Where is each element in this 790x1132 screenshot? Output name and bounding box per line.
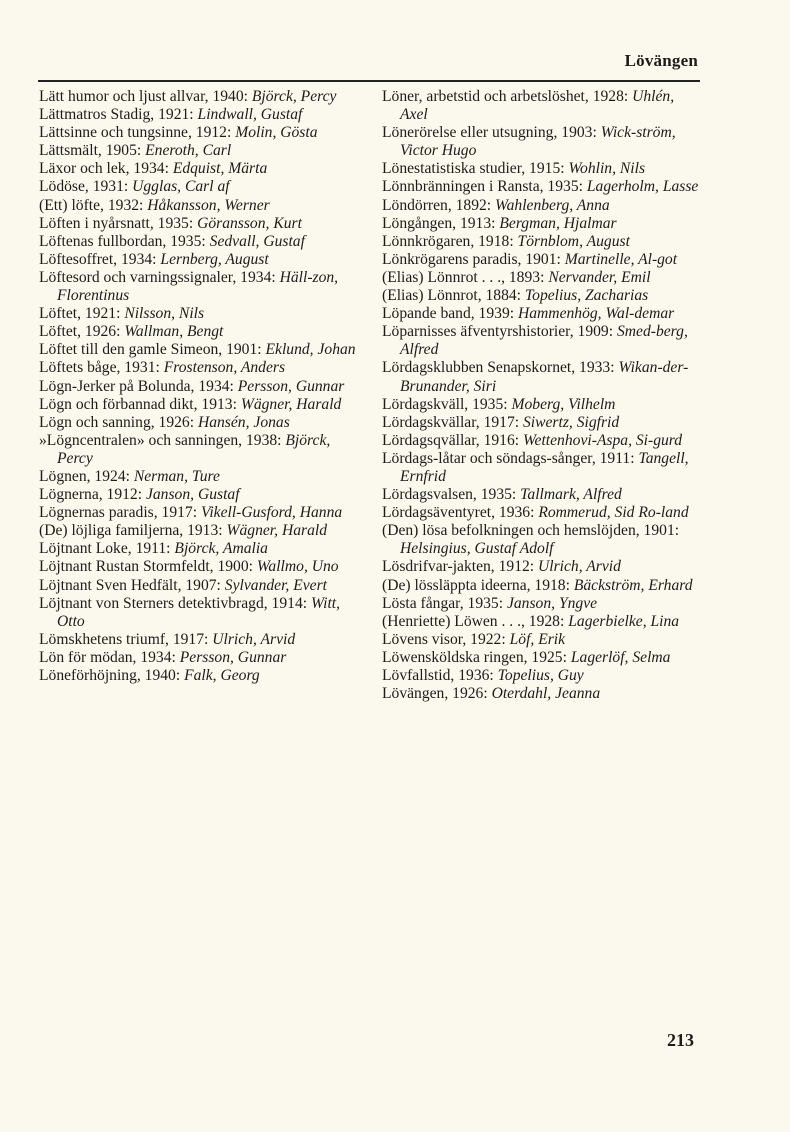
entry-title: Lördagskväll, 1935: (382, 395, 512, 413)
bibliography-entry (382, 667, 700, 685)
bibliography-entry (39, 378, 357, 396)
bibliography-entry (39, 649, 357, 667)
entry-title: Löftet, 1926: (39, 323, 125, 341)
bibliography-entry (39, 160, 357, 178)
entry-author: Eneroth, Carl (145, 142, 232, 160)
bibliography-entry (39, 631, 357, 649)
entry-author: Smed-berg, Alfred (400, 323, 688, 359)
entry-title: Lövfallstid, 1936: (382, 667, 498, 684)
entry-title: Lördagskvällar, 1917: (382, 413, 523, 431)
bibliography-entry (382, 124, 700, 160)
entry-title: Lättsmält, 1905: (39, 142, 146, 160)
bibliography-entry (39, 215, 357, 233)
bibliography-entry (382, 577, 700, 595)
entry-title: Löparnisses äfventyrshistorier, 1909: (382, 323, 617, 341)
bibliography-entry (382, 685, 700, 703)
entry-title: Löneförhöjning, 1940: (39, 667, 185, 684)
bibliography-entry (382, 558, 700, 576)
entry-author: Persson, Gunnar (237, 377, 345, 395)
bibliography-entry (382, 595, 700, 613)
bibliography-entry (39, 468, 357, 486)
entry-title: Löjtnant von Sterners detektivbragd, 1914: (39, 594, 311, 612)
entry-title: Lättsinne och tungsinne, 1912: (39, 124, 236, 142)
entry-author: Eklund, Johan (265, 341, 356, 359)
entry-author: Wikan-der-Brunander, Siri (400, 359, 689, 395)
entry-title: Lördagsqvällar, 1916: (382, 431, 523, 449)
entry-title: Lögn och förbannad dikt, 1913: (39, 395, 241, 413)
entry-author: Witt, Otto (57, 594, 341, 630)
entry-title: (Henriette) Löwen . . ., 1928: (382, 612, 569, 630)
entry-title: Lördagsvalsen, 1935: (382, 486, 521, 504)
bibliography-entry (382, 522, 700, 558)
entry-author: Wallman, Bengt (124, 323, 224, 341)
entry-title: Lönkrögarens paradis, 1901: (382, 250, 565, 268)
entry-author: Janson, Yngve (506, 594, 598, 612)
running-head: Lövängen (624, 51, 698, 70)
entry-author: Sedvall, Gustaf (209, 232, 305, 250)
entry-title: Lättmatros Stadig, 1921: (39, 106, 198, 124)
entry-author: Uhlén, Axel (400, 88, 675, 124)
entry-title: Lönnbränningen i Ransta, 1935: (382, 178, 587, 196)
bibliography-entry (382, 450, 700, 486)
entry-title: Lösta fångar, 1935: (382, 594, 507, 612)
bibliography-entry (39, 323, 357, 341)
entry-author: Björck, Amalia (174, 540, 268, 558)
entry-author: Lagerbielke, Lina (568, 612, 680, 630)
entry-title: Lönestatistiska studier, 1915: (382, 160, 569, 178)
entry-author: Tallmark, Alfred (520, 486, 622, 504)
right-column (382, 88, 700, 703)
entry-title: Löftesord och varningssignaler, 1934: (39, 268, 280, 286)
entry-title: Lögnernas paradis, 1917: (39, 504, 201, 522)
left-column (39, 88, 357, 685)
entry-title: Lövängen, 1926: (382, 685, 492, 703)
entry-author: Nerman, Ture (133, 467, 220, 485)
bibliography-entry (39, 106, 357, 124)
bibliography-entry (39, 486, 357, 504)
bibliography-entry (382, 197, 700, 215)
entry-title: Löften i nyårsnatt, 1935: (39, 214, 198, 232)
entry-author: Löf, Erik (509, 630, 566, 648)
entry-title: Läxor och lek, 1934: (39, 160, 173, 178)
entry-author: Wohlin, Nils (568, 160, 646, 178)
entry-author: Moberg, Vilhelm (511, 395, 616, 413)
bibliography-entry (39, 577, 357, 595)
entry-title: Lögnerna, 1912: (39, 486, 146, 504)
bibliography-entry (39, 595, 357, 631)
entry-author: Vikell-Gusford, Hanna (200, 504, 343, 522)
entry-author: Nervander, Emil (548, 268, 651, 286)
entry-author: Lagerholm, Lasse (586, 178, 699, 196)
bibliography-entry (382, 251, 700, 269)
entry-author: Hammenhög, Wal-demar (517, 305, 675, 323)
entry-author: Persson, Gunnar (179, 648, 287, 666)
entry-author: Frostenson, Anders (163, 359, 286, 377)
entry-title: (Den) lösa befolkningen och hemslöjden, 1901: (382, 522, 680, 540)
entry-title: Lönerörelse eller utsugning, 1903: (382, 124, 601, 142)
entry-author: Ulrich, Arvid (538, 558, 621, 576)
entry-title: Lätt humor och ljust allvar, 1940: (39, 88, 252, 105)
entry-title: (Ett) löfte, 1932: (39, 196, 148, 214)
entry-title: Lögnen, 1924: (39, 467, 134, 485)
entry-title: Löner, arbetstid och arbetslöshet, 1928: (382, 88, 633, 105)
bibliography-entry (39, 558, 357, 576)
entry-author: Oterdahl, Jeanna (491, 685, 601, 703)
bibliography-entry (39, 305, 357, 323)
entry-author: Siwertz, Sigfrid (522, 413, 620, 431)
bibliography-entry (382, 613, 700, 631)
entry-author: Hansén, Jonas (197, 413, 290, 431)
entry-author: Edquist, Märta (172, 160, 268, 178)
bibliography-entry (39, 178, 357, 196)
entry-author: Molin, Gösta (235, 124, 318, 142)
bibliography-entry (382, 631, 700, 649)
entry-title: (De) löjliga familjerna, 1913: (39, 522, 227, 540)
entry-title: Löftet, 1921: (39, 305, 125, 323)
entry-title: Lögn-Jerker på Bolunda, 1934: (39, 377, 238, 395)
entry-author: Göransson, Kurt (197, 214, 302, 232)
bibliography-entry (382, 649, 700, 667)
bibliography-entry (39, 667, 357, 685)
bibliography-entry (39, 142, 357, 160)
entry-author: Törnblom, August (517, 232, 630, 250)
entry-title: Lördags-låtar och söndags-sånger, 1911: (382, 449, 639, 467)
entry-author: Ugglas, Carl af (132, 178, 230, 196)
entry-author: Ulrich, Arvid (212, 630, 296, 648)
entry-author: Sylvander, Evert (224, 576, 327, 594)
bibliography-entry (382, 269, 700, 287)
bibliography-entry (39, 540, 357, 558)
header-rule (38, 80, 700, 82)
entry-author: Wägner, Harald (226, 522, 327, 540)
entry-title: Lödöse, 1931: (39, 178, 133, 196)
entry-title: (Elias) Lönnrot, 1884: (382, 287, 525, 305)
bibliography-entry (382, 359, 700, 395)
entry-title: Löjtnant Loke, 1911: (39, 540, 175, 558)
entry-title: Lösdrifvar-jakten, 1912: (382, 558, 539, 576)
entry-author: Bäckström, Erhard (573, 576, 693, 594)
bibliography-entry (39, 269, 357, 305)
entry-title: (Elias) Lönnrot . . ., 1893: (382, 268, 549, 286)
entry-title: »Lögncentralen» och sanningen, 1938: (39, 431, 286, 449)
bibliography-entry (382, 160, 700, 178)
bibliography-entry (39, 251, 357, 269)
entry-author: Wahlenberg, Anna (495, 196, 610, 214)
bibliography-entry (382, 215, 700, 233)
bibliography-entry (39, 197, 357, 215)
bibliography-entry (39, 522, 357, 540)
bibliography-entry (382, 414, 700, 432)
entry-author: Topelius, Guy (497, 667, 584, 684)
entry-title: Löftesoffret, 1934: (39, 250, 161, 268)
bibliography-entry (382, 432, 700, 450)
bibliography-entry (39, 124, 357, 142)
bibliography-entry (39, 88, 357, 106)
bibliography-entry (39, 396, 357, 414)
entry-author: Wallmo, Uno (256, 558, 339, 576)
entry-author: Håkansson, Werner (147, 196, 270, 214)
entry-author: Lernberg, August (160, 250, 269, 268)
bibliography-entry (382, 178, 700, 196)
entry-title: Lördagsäventyret, 1936: (382, 504, 539, 522)
entry-title: (De) lössläppta ideerna, 1918: (382, 576, 574, 594)
entry-title: Löngången, 1913: (382, 214, 500, 232)
entry-title: Lördagsklubben Senapskornet, 1933: (382, 359, 619, 377)
entry-author: Tangell, Ernfrid (400, 449, 689, 485)
entry-title: Löjtnant Sven Hedfält, 1907: (39, 576, 225, 594)
bibliography-entry (39, 414, 357, 432)
bibliography-entry (382, 305, 700, 323)
bibliography-entry (39, 233, 357, 251)
entry-author: Wick-ström, Victor Hugo (400, 124, 676, 160)
entry-author: Falk, Georg (184, 667, 260, 684)
bibliography-entry (382, 233, 700, 251)
entry-author: Rommerud, Sid Ro-land (538, 504, 689, 522)
entry-title: Lögn och sanning, 1926: (39, 413, 198, 431)
entry-title: Lömskhetens triumf, 1917: (39, 630, 213, 648)
page-number: 213 (667, 1030, 694, 1050)
entry-author: Martinelle, Al-got (564, 250, 678, 268)
bibliography-entry (39, 359, 357, 377)
bibliography-entry (39, 432, 357, 468)
entry-author: Bergman, Hjalmar (499, 214, 617, 232)
entry-title: Löwensköldska ringen, 1925: (382, 648, 571, 666)
bibliography-entry (39, 341, 357, 359)
bibliography-entry (382, 486, 700, 504)
bibliography-entry (382, 88, 700, 124)
entry-author: Nilsson, Nils (124, 305, 205, 323)
entry-title: Löftet till den gamle Simeon, 1901: (39, 341, 266, 359)
entry-author: Björck, Percy (251, 88, 337, 105)
entry-author: Lindwall, Gustaf (197, 106, 303, 124)
bibliography-entry (382, 323, 700, 359)
entry-title: Lön för mödan, 1934: (39, 648, 180, 666)
entry-title: Löftets båge, 1931: (39, 359, 164, 377)
entry-author: Björck, Percy (57, 431, 331, 467)
bibliography-entry (382, 287, 700, 305)
entry-title: Lönnkrögaren, 1918: (382, 232, 518, 250)
bibliography-entry (39, 504, 357, 522)
entry-author: Helsingius, Gustaf Adolf (400, 540, 554, 558)
entry-author: Wettenhovi-Aspa, Si-gurd (522, 431, 683, 449)
bibliography-entry (382, 396, 700, 414)
entry-author: Wägner, Harald (240, 395, 342, 413)
entry-author: Häll-zon, Florentinus (57, 268, 339, 305)
entry-author: Lagerlöf, Selma (570, 648, 671, 666)
entry-title: Lövens visor, 1922: (382, 630, 510, 648)
bibliography-entry (382, 504, 700, 522)
entry-title: Löjtnant Rustan Stormfeldt, 1900: (39, 558, 257, 576)
entry-author: Topelius, Zacharias (524, 287, 649, 305)
entry-title: Löndörren, 1892: (382, 196, 496, 214)
entry-title: Löpande band, 1939: (382, 305, 518, 323)
entry-title: Löftenas fullbordan, 1935: (39, 232, 210, 250)
entry-author: Janson, Gustaf (145, 486, 240, 504)
